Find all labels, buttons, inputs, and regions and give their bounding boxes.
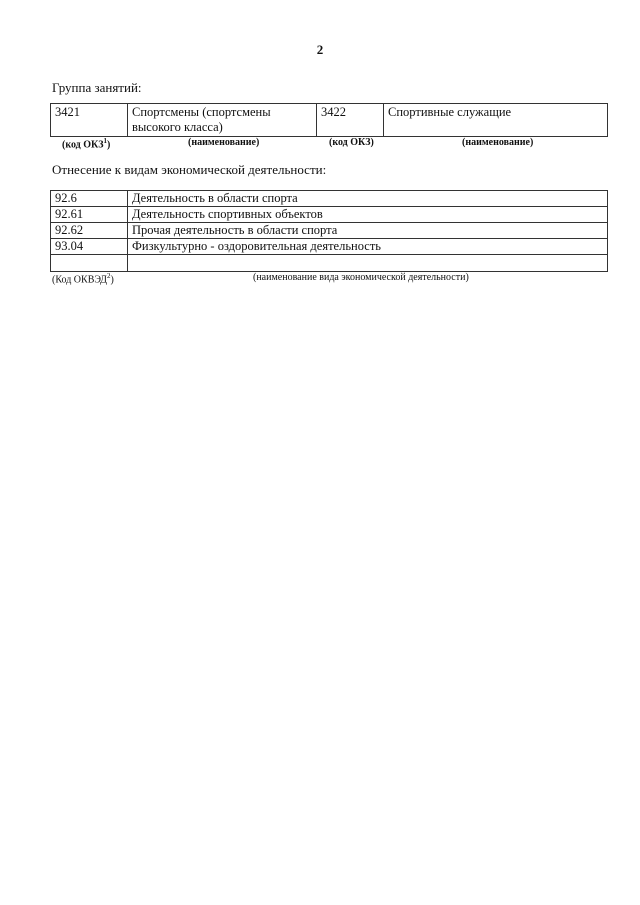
okz-code-cell: 3422: [317, 104, 384, 137]
okved-code-cell: 93.04: [51, 239, 128, 255]
okved-code-cell: 92.6: [51, 191, 128, 207]
activity-name-cell: Деятельность спортивных объектов: [128, 207, 608, 223]
activity-name-cell: [128, 255, 608, 272]
okved-code-cell: [51, 255, 128, 272]
economic-activity-table: [50, 190, 608, 272]
table-row: [51, 191, 608, 207]
occupation-group-table: [50, 103, 608, 137]
table-row: [51, 239, 608, 255]
okz-code-caption: (код ОКЗ$^1$): [62, 137, 111, 151]
table-row: [51, 207, 608, 223]
page-number: 2: [316, 42, 324, 57]
occupation-name-cell: Спортивные служащие: [384, 104, 608, 137]
activity-name-cell: Физкультурно - оздоровительная деятельность: [128, 239, 608, 255]
activity-name-cell: Прочая деятельность в области спорта: [128, 223, 608, 239]
table-row: [51, 104, 608, 137]
economic-activity-heading: Отнесение к видам экономической деятельности:: [52, 162, 327, 177]
okz-code-cell: 3421: [51, 104, 128, 137]
okved-code-caption: (Код ОКВЭД$^2$): [52, 272, 114, 286]
okved-code-cell: 92.61: [51, 207, 128, 223]
okz-code-caption-2: (код ОКЗ): [329, 137, 374, 148]
occupation-name-cell: Спортсмены (спортсмены высокого класса): [128, 104, 317, 137]
occupation-group-heading: Группа занятий:: [52, 80, 142, 95]
table-row: [51, 223, 608, 239]
occupation-name-caption-2: (наименование): [462, 137, 534, 148]
okved-code-cell: 92.62: [51, 223, 128, 239]
activity-name-caption: (наименование вида экономической деятельности): [253, 272, 469, 283]
table-row: [51, 255, 608, 272]
occupation-name-caption: (наименование): [188, 137, 260, 148]
activity-name-cell: Деятельность в области спорта: [128, 191, 608, 207]
